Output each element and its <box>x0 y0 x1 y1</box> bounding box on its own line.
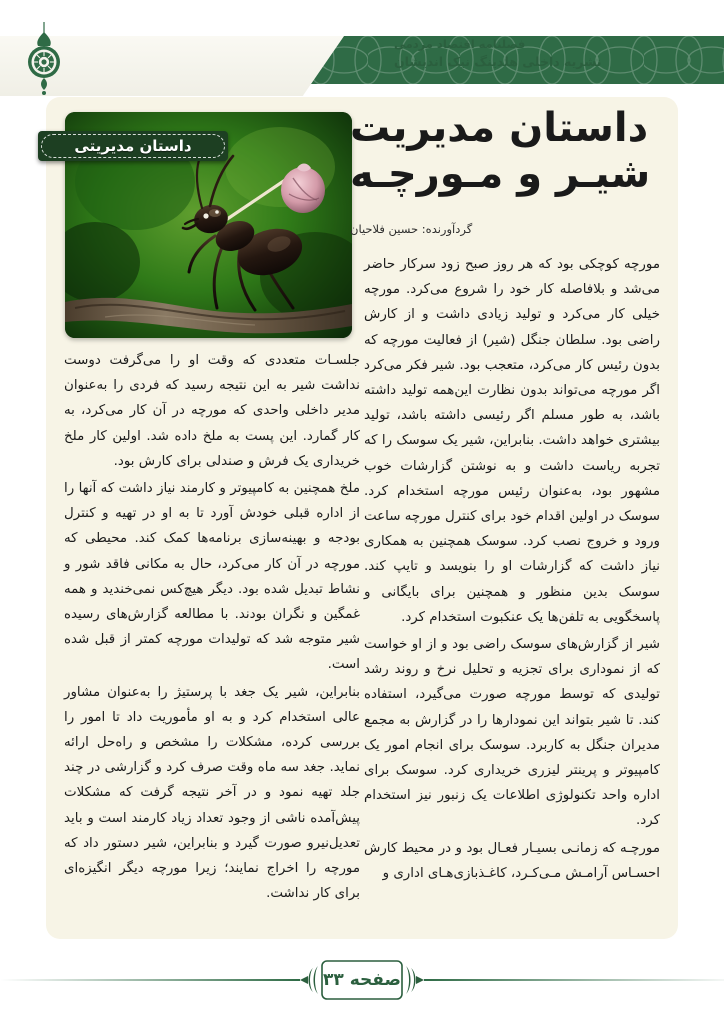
page-number-label: صفحه ۳۳ <box>323 970 401 990</box>
masthead-line-2: نشریه داخلی هلدینگ نیک اندیشان <box>394 53 602 69</box>
paragraph: جلسـات متعددی که وقت او را می‌گرفت دوست نداشت شیر به این نتیجه رسید که فردی را به‌عنوان مدیر داخلی واحدی که مورچه در آن کار می‌کرد، به کار گمارد. این پست به ملخ داده شد. اولین کار ملخ خریداری یک فرش و صندلی برای کارش بود. <box>64 353 360 469</box>
ornamental-medallion-icon <box>22 22 66 98</box>
body-column-left <box>64 348 360 906</box>
masthead <box>394 36 694 71</box>
paragraph: مورچه کوچکی بود که هر روز صبح زود سرکار حاضر می‌شد و بلافاصله کار خود را شروع می‌کرد. مورچه خیلی کار می‌کرد و تولید زیادی داشت و از کارش راضی بود. سلطان جنگل (شیر) از فعالیت مورچه که بدون رئیس کار می‌کرد، متعجب بود. شیر فکر می‌کرد اگر مورچه می‌تواند بدون نظارت این‌همه تولید داشته باشد، به طور مسلم اگر رئیسی داشته باشد، تولید بیشتری خواهد داشت. بنابراین، شیر یک سوسک را که تجربه ریاست داشت و به نوشتن گزارشات خوب مشهور بود، به‌عنوان رئیس مورچه استخدام کرد. سوسک در اولین اقدام خود برای کنترل مورچه ساعت ورود و خروج نصب کرد. سوسک همچنین به همکاری نیاز داشت که گزارشات او را بنویسد و تایپ کند. سوسک بدین منظور و همچنین برای بایگانی و پاسخگویی به تلفن‌ها یک عنکبوت استخدام کرد. <box>364 257 660 625</box>
paragraph: شیر از گزارش‌های سوسک راضی بود و از او خواست که از نموداری برای تجزیه و تحلیل نرخ و روند رشد تولیدی که توسط مورچه صورت می‌گیرد، استفاده کند. تا شیر بتواند این نمودارها را در گزارش به مجمع مدیران جنگل به کاربرد. سوسک برای انجام امور یک کامپیوتر و پرینتر لیزری خریداری کرد. سوسک برای اداره واحد تکنولوژی اطلاعات یک زنبور نیز استخدام کرد. <box>364 637 660 829</box>
title-line-1: داستان مدیریت <box>350 105 649 151</box>
title-line-2: شیـر و مـورچـه <box>350 150 651 197</box>
paragraph: ملخ همچنین به کامپیوتر و کارمند نیاز داشت که آنها را از اداره قبلی خودش آورد تا به او در تهیه و کنترل بودجه و بهینه‌سازی برنامه‌ها کمک کند. محیطی که مورچه در آن کار می‌کرد، حال به مکانی فاقد شور و نشاط تبدیل شده بود. دیگر هیچ‌کس نمی‌خندید و همه غمگین و نگران بودند. با مطالعه گزارش‌های رسیده شیر متوجه شد که تولیدات مورچه کمتر از قبل شده است. <box>64 481 360 673</box>
category-badge <box>38 131 228 161</box>
footer-rule-left <box>0 979 300 981</box>
page-number-badge <box>292 952 432 1008</box>
category-badge-label: داستان مدیریتی <box>74 137 192 155</box>
byline: گردآورنده: حسین فلاحیان <box>350 222 473 236</box>
page-footer <box>0 952 724 1008</box>
paragraph: بنابراین، شیر یک جغد با پرستیژ را به‌عنوان مشاور عالی استخدام کرد و به او مأموریت داد تا امور را بررسی کرده، مشکلات را مشخص و راه‌حل ارائه نماید. جغد سه ماه وقت صرف کرد و گزارشی در چند جلد تهیه نمود و در آخر نتیجه گرفت که مشکلات پیش‌آمده ناشی از وجود تعداد زیاد کارمند است و باید تعدیل‌نیرو صورت گیرد و بنابراین، شیر دستور داد که مورچه را اخراج نمایند؛ زیرا مورچه دیگر انگیزه‌ای برای کار نداشت. <box>64 684 360 902</box>
page-title <box>350 106 660 197</box>
paragraph: مورچـه که زمانـی بسیـار فعـال بود و در محیط کارش احسـاس آرامـش مـی‌کـرد، کاغـذبازی‌هـای اداری و <box>364 840 660 881</box>
masthead-line-1: فصلنامه اقتصاد مردمی <box>394 37 526 51</box>
body-column-right <box>364 252 660 886</box>
footer-rule-right <box>424 979 724 981</box>
